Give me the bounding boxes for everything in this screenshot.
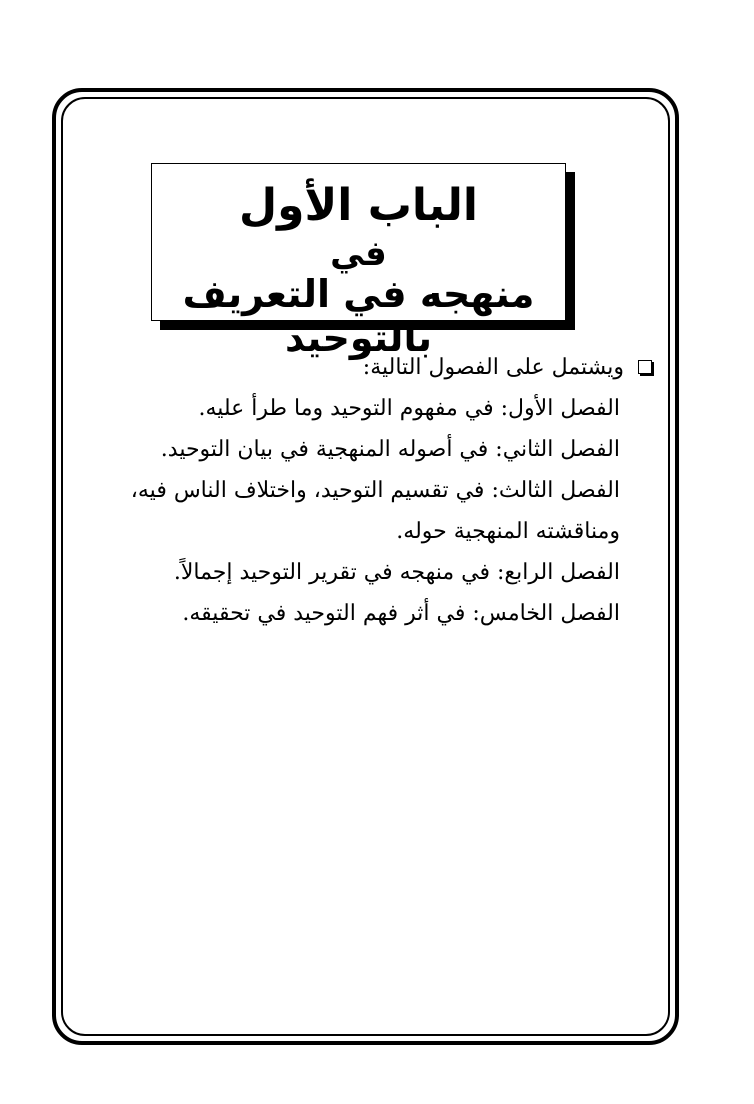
chapter-title-box bbox=[151, 163, 566, 360]
section-list bbox=[100, 388, 652, 634]
section-item bbox=[100, 552, 652, 593]
section-label: الفصل الثاني: bbox=[495, 437, 620, 462]
section-title: في تقسيم التوحيد، واختلاف الناس فيه، ومناقشته المنهجية حوله. bbox=[130, 478, 620, 544]
section-item bbox=[100, 593, 652, 634]
section-title: في أصوله المنهجية في بيان التوحيد. bbox=[160, 437, 489, 462]
chapter-contents bbox=[100, 348, 652, 634]
section-item bbox=[100, 470, 652, 552]
section-title: في أثر فهم التوحيد في تحقيقه. bbox=[182, 601, 466, 626]
section-label: الفصل الخامس: bbox=[472, 601, 620, 626]
chapter-heading: الباب الأول bbox=[239, 180, 478, 231]
section-label: الفصل الثالث: bbox=[491, 478, 620, 503]
chapter-subject: منهجه في التعريف بالتوحيد bbox=[182, 272, 535, 360]
section-item bbox=[100, 429, 652, 470]
chapter-heading-connector: في bbox=[330, 234, 387, 274]
section-label: الفصل الأول: bbox=[500, 396, 620, 421]
section-title: في منهجه في تقرير التوحيد إجمالاً. bbox=[173, 560, 490, 585]
contents-intro-text: ويشتمل على الفصول التالية: bbox=[362, 355, 624, 380]
checkbox-icon bbox=[638, 360, 652, 374]
section-label: الفصل الرابع: bbox=[497, 560, 620, 585]
section-title: في مفهوم التوحيد وما طرأ عليه. bbox=[198, 396, 494, 421]
section-item bbox=[100, 388, 652, 429]
contents-intro bbox=[100, 348, 652, 388]
